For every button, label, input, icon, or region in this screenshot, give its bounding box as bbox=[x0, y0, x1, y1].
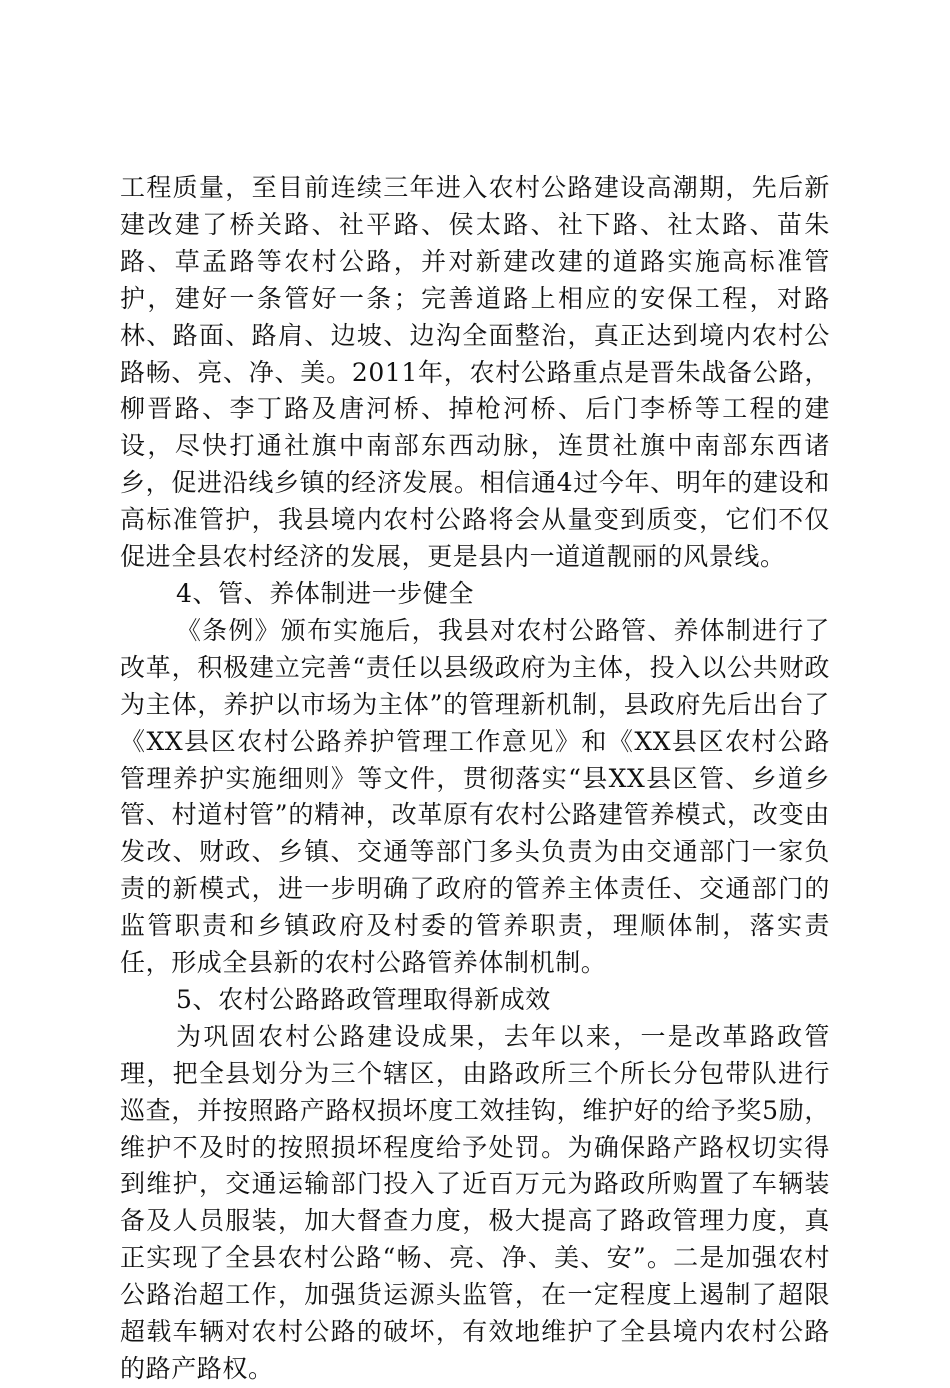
paragraph-road-construction: 工程质量，至目前连续三年进入农村公路建设高潮期，先后新建改建了桥关路、社平路、侯太路、社下路、社太路、苗朱路、草孟路等农村公路，并对新建改建的道路实施高标准管护，建好一条管好一条；完善道路上相应的安保工程，对路林、路面、路肩、边坡、边沟全面整治，真正达到境内农村公路畅、亮、净、美。2011年，农村公路重点是晋朱战备公路，柳晋路、李丁路及唐河桥、掉枪河桥、后门李桥等工程的建设，尽快打通社旗中南部东西动脉，连贯社旗中南部东西诸乡，促进沿线乡镇的经济发展。相信通4过今年、明年的建设和高标准管护，我县境内农村公路将会从量变到质变，它们不仅促进全县农村经济的发展，更是县内一道道靓丽的风景线。 bbox=[120, 173, 830, 572]
section-heading-management-system: 4、管、养体制进一步健全 bbox=[176, 578, 475, 608]
paragraph-management-system: 《条例》颁布实施后，我县对农村公路管、养体制进行了改革，积极建立完善“责任以县级政府为主体，投入以公共财政为主体，养护以市场为主体”的管理新机制，县政府先后出台了《XX县区农村公路养护管理工作意见》和《XX县区农村公路管理养护实施细则》等文件，贯彻落实“县XX县区管、乡道乡管、村道村管”的精神，改革原有农村公路建管养模式，改变由发改、财政、乡镇、交通等部门多头负责为由交通部门一家负责的新模式，进一步明确了政府的管养主体责任、交通部门的监管职责和乡镇政府及村委的管养职责，理顺体制，落实责任，形成全县新的农村公路管养体制机制。 bbox=[120, 615, 830, 978]
document-body bbox=[120, 170, 830, 1388]
paragraph-road-administration: 为巩固农村公路建设成果，去年以来，一是改革路政管理，把全县划分为三个辖区，由路政所三个所长分包带队进行巡查，并按照路产路权损坏度工效挂钩，维护好的给予奖5励，维护不及时的按照损坏程度给予处罚。为确保路产路权切实得到维护，交通运输部门投入了近百万元为路政所购置了车辆装备及人员服装，加大督查力度，极大提高了路政管理力度，真正实现了全县农村公路“畅、亮、净、美、安”。二是加强农村公路治超工作，加强货运源头监管，在一定程度上遏制了超限超载车辆对农村公路的破坏，有效地维护了全县境内农村公路的路产路权。 bbox=[120, 1021, 830, 1383]
section-heading-road-administration: 5、农村公路路政管理取得新成效 bbox=[176, 984, 551, 1014]
